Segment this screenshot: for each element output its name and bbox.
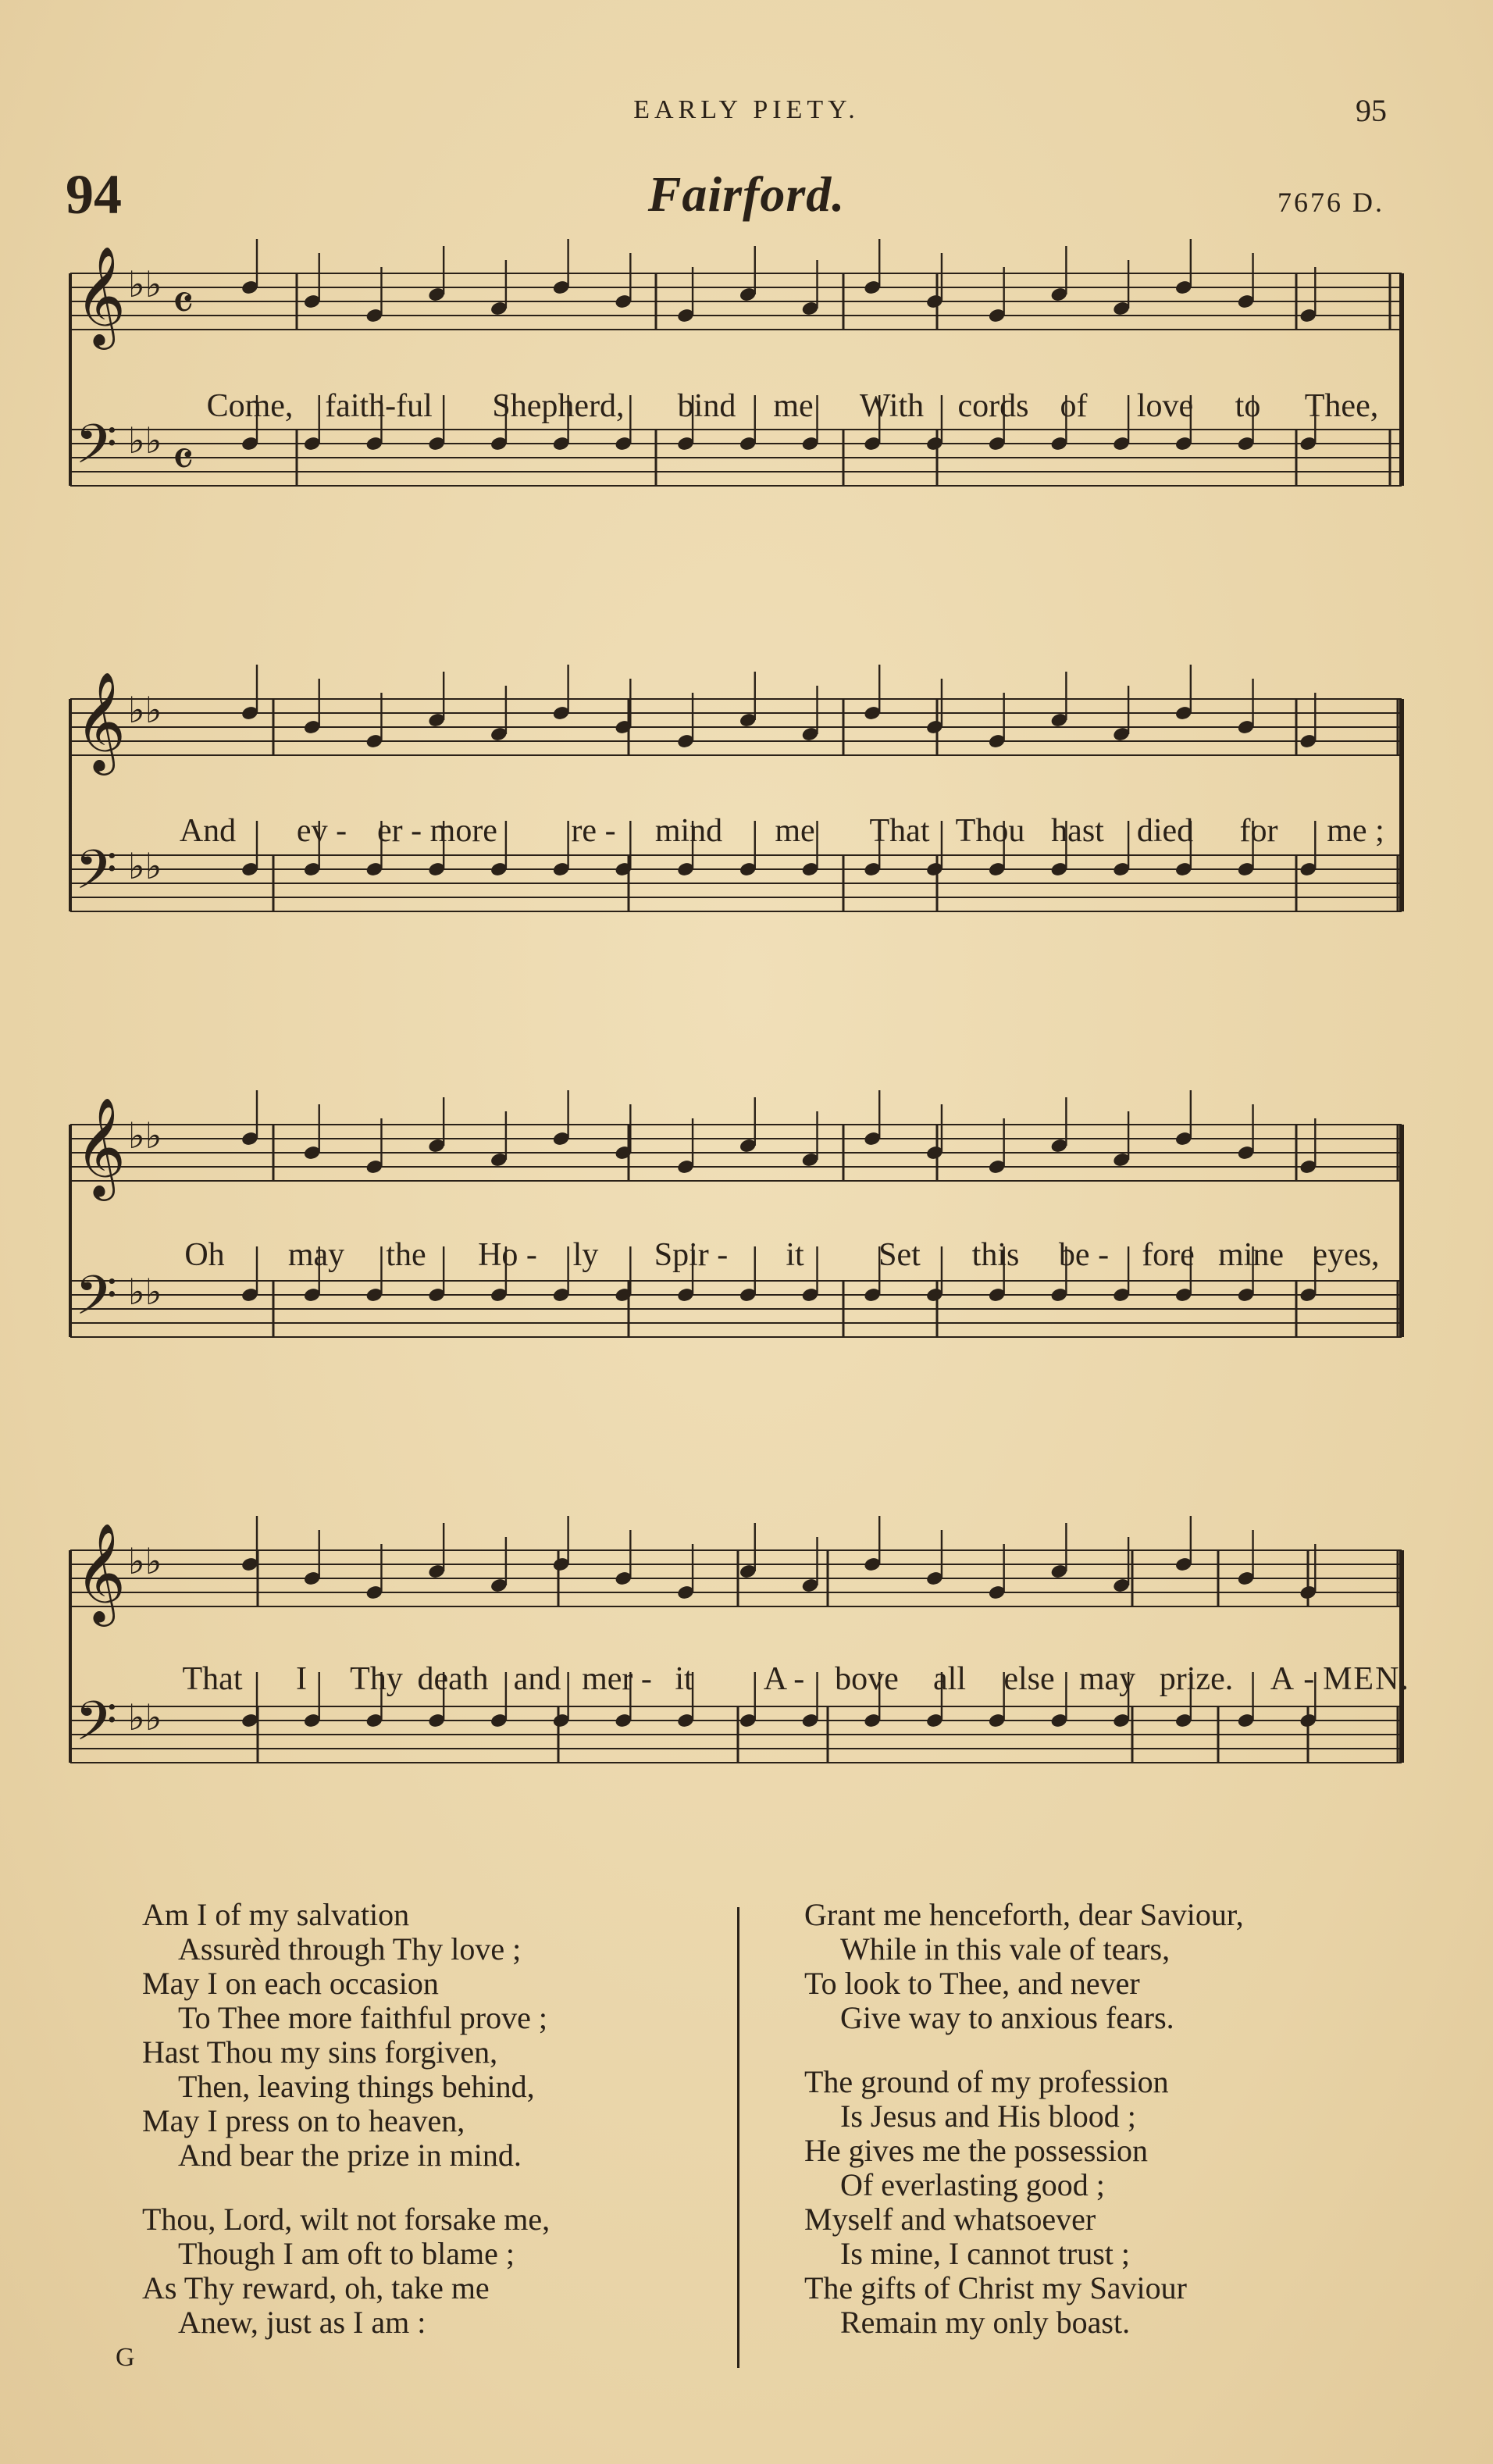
lyric-syllable: er - more xyxy=(377,813,497,849)
lyric-syllable: hast xyxy=(1051,813,1104,849)
lyric-syllable: Set xyxy=(878,1237,921,1273)
bass-clef-icon: 𝄢 xyxy=(75,838,118,915)
lyric-line-4 xyxy=(0,1660,1493,1699)
lyric-syllable: faith-ful xyxy=(325,388,433,424)
lyric-syllable: of xyxy=(1060,388,1088,424)
signature-mark: G xyxy=(116,2343,135,2372)
lyric-syllable: That xyxy=(182,1661,243,1697)
lyric-syllable: With xyxy=(859,388,925,424)
lyric-syllable: all xyxy=(933,1661,966,1697)
lyric-syllable: be - xyxy=(1058,1237,1110,1273)
lyric-syllable: Thee, xyxy=(1304,388,1379,424)
stanza xyxy=(142,1898,720,2173)
lyric-syllable: may xyxy=(1078,1661,1136,1697)
verse-line: Then, leaving things behind, xyxy=(178,2069,535,2104)
lyric-syllable: ev - xyxy=(296,813,347,849)
lyric-syllable: And xyxy=(179,813,237,849)
lyric-syllable: Oh xyxy=(184,1237,225,1273)
verse-line: Of everlasting good ; xyxy=(840,2167,1105,2202)
verse-line: While in this vale of tears, xyxy=(840,1931,1171,1967)
lyric-syllable: Spir - xyxy=(654,1237,729,1273)
lyric-syllable: love xyxy=(1136,388,1194,424)
verse-line: Myself and whatsoever xyxy=(804,2202,1096,2237)
common-time-icon: 𝄴 xyxy=(172,275,194,333)
lyric-syllable: me ; xyxy=(1327,813,1384,849)
common-time-icon: 𝄴 xyxy=(172,431,194,489)
stanza-column-left xyxy=(142,1898,720,2370)
verse-line: Hast Thou my sins forgiven, xyxy=(142,2034,498,2070)
lyric-syllable: eyes, xyxy=(1313,1237,1380,1273)
key-signature-flat-icon: ♭♭ xyxy=(128,419,162,462)
verse-line: Though I am oft to blame ; xyxy=(178,2236,515,2271)
key-signature-flat-icon: ♭♭ xyxy=(128,263,162,305)
lyric-syllable: Shepherd, xyxy=(492,388,625,424)
page-number: 95 xyxy=(1356,93,1387,128)
lyric-syllable: may xyxy=(287,1237,345,1273)
key-signature-flat-icon: ♭♭ xyxy=(128,1696,162,1738)
verse-line: The gifts of Christ my Saviour xyxy=(804,2270,1187,2305)
lyric-syllable: A - xyxy=(1270,1661,1317,1697)
treble-clef-icon: 𝄞 xyxy=(75,245,126,345)
bass-clef-icon: 𝄢 xyxy=(75,1264,118,1340)
tune-name: Fairford. xyxy=(647,166,846,222)
key-signature-flat-icon: ♭♭ xyxy=(128,1114,162,1157)
lyric-syllable: Thy xyxy=(350,1661,403,1697)
key-signature-flat-icon: ♭♭ xyxy=(128,845,162,887)
verse-line: He gives me the possession xyxy=(804,2133,1148,2168)
verse-line: Grant me henceforth, dear Saviour, xyxy=(804,1897,1244,1932)
verse-line: Remain my only boast. xyxy=(840,2305,1131,2340)
lyric-syllable: MEN. xyxy=(1323,1661,1410,1697)
verse-line: May I press on to heaven, xyxy=(142,2103,465,2138)
bass-clef-icon: 𝄢 xyxy=(75,1689,118,1766)
verse-line: Is mine, I cannot trust ; xyxy=(840,2236,1131,2271)
verse-line: Assurèd through Thy love ; xyxy=(178,1931,522,1967)
lyric-syllable: the xyxy=(386,1237,426,1273)
key-signature-flat-icon: ♭♭ xyxy=(128,1540,162,1582)
verse-line: Thou, Lord, wilt not forsake me, xyxy=(142,2202,551,2237)
lyric-line-1 xyxy=(0,387,1493,426)
lyric-syllable: and xyxy=(513,1661,561,1697)
verse-line: Give way to anxious fears. xyxy=(840,2000,1174,2035)
lyric-syllable: me xyxy=(775,813,815,849)
hymn-number: 94 xyxy=(66,163,122,226)
lyric-syllable: else xyxy=(1003,1661,1055,1697)
key-signature-flat-icon: ♭♭ xyxy=(128,689,162,731)
lyric-syllable: it xyxy=(786,1237,804,1273)
verse-line: And bear the prize in mind. xyxy=(178,2138,522,2173)
verse-line: Am I of my salvation xyxy=(142,1897,410,1932)
verse-line: To Thee more faithful prove ; xyxy=(178,2000,547,2035)
lyric-syllable: re - xyxy=(571,813,616,849)
lyric-syllable: me xyxy=(773,388,814,424)
verse-line: To look to Thee, and never xyxy=(804,1966,1140,2001)
lyric-syllable: this xyxy=(971,1237,1020,1273)
lyric-syllable: to xyxy=(1235,388,1261,424)
lyric-syllable: for xyxy=(1239,813,1278,849)
verse-line: The ground of my profession xyxy=(804,2064,1169,2099)
stanza xyxy=(804,1898,1429,2035)
additional-stanzas xyxy=(0,1898,1493,2382)
lyric-syllable: bind xyxy=(677,388,736,424)
lyric-syllable: ly xyxy=(572,1237,599,1273)
lyric-syllable: fore xyxy=(1142,1237,1195,1273)
lyric-syllable: prize. xyxy=(1159,1661,1234,1697)
treble-clef-icon: 𝄞 xyxy=(75,1096,126,1196)
bass-clef-icon: 𝄢 xyxy=(75,412,118,489)
lyric-line-2 xyxy=(0,812,1493,851)
lyric-syllable: cords xyxy=(957,388,1029,424)
treble-clef-icon: 𝄞 xyxy=(75,671,126,771)
verse-line: May I on each occasion xyxy=(142,1966,439,2001)
verse-line: Is Jesus and His blood ; xyxy=(840,2099,1136,2134)
lyric-syllable: Come, xyxy=(206,388,294,424)
lyric-line-3 xyxy=(0,1236,1493,1275)
lyric-syllable: Thou xyxy=(955,813,1025,849)
meter-mark: 7676 D. xyxy=(1277,187,1384,218)
treble-clef-icon: 𝄞 xyxy=(75,1522,126,1622)
lyric-syllable: mine xyxy=(1218,1237,1284,1273)
verse-line: As Thy reward, oh, take me xyxy=(142,2270,490,2305)
lyric-syllable: mind xyxy=(654,813,723,849)
lyric-syllable: That xyxy=(869,813,930,849)
column-divider xyxy=(737,1907,739,2368)
lyric-syllable: died xyxy=(1136,813,1194,849)
lyric-syllable: it xyxy=(675,1661,693,1697)
lyric-syllable: A - xyxy=(763,1661,805,1697)
stanza xyxy=(142,2202,720,2340)
running-title: EARLY PIETY. xyxy=(633,95,860,124)
verse-line: Anew, just as I am : xyxy=(178,2305,426,2340)
key-signature-flat-icon: ♭♭ xyxy=(128,1271,162,1313)
lyric-syllable: Ho - xyxy=(478,1237,537,1273)
lyric-syllable: death xyxy=(417,1661,489,1697)
stanza xyxy=(804,2065,1429,2340)
lyric-syllable: mer - xyxy=(582,1661,652,1697)
stanza-column-right xyxy=(804,1898,1429,2370)
lyric-syllable: bove xyxy=(835,1661,899,1697)
lyric-syllable: I xyxy=(296,1661,307,1697)
